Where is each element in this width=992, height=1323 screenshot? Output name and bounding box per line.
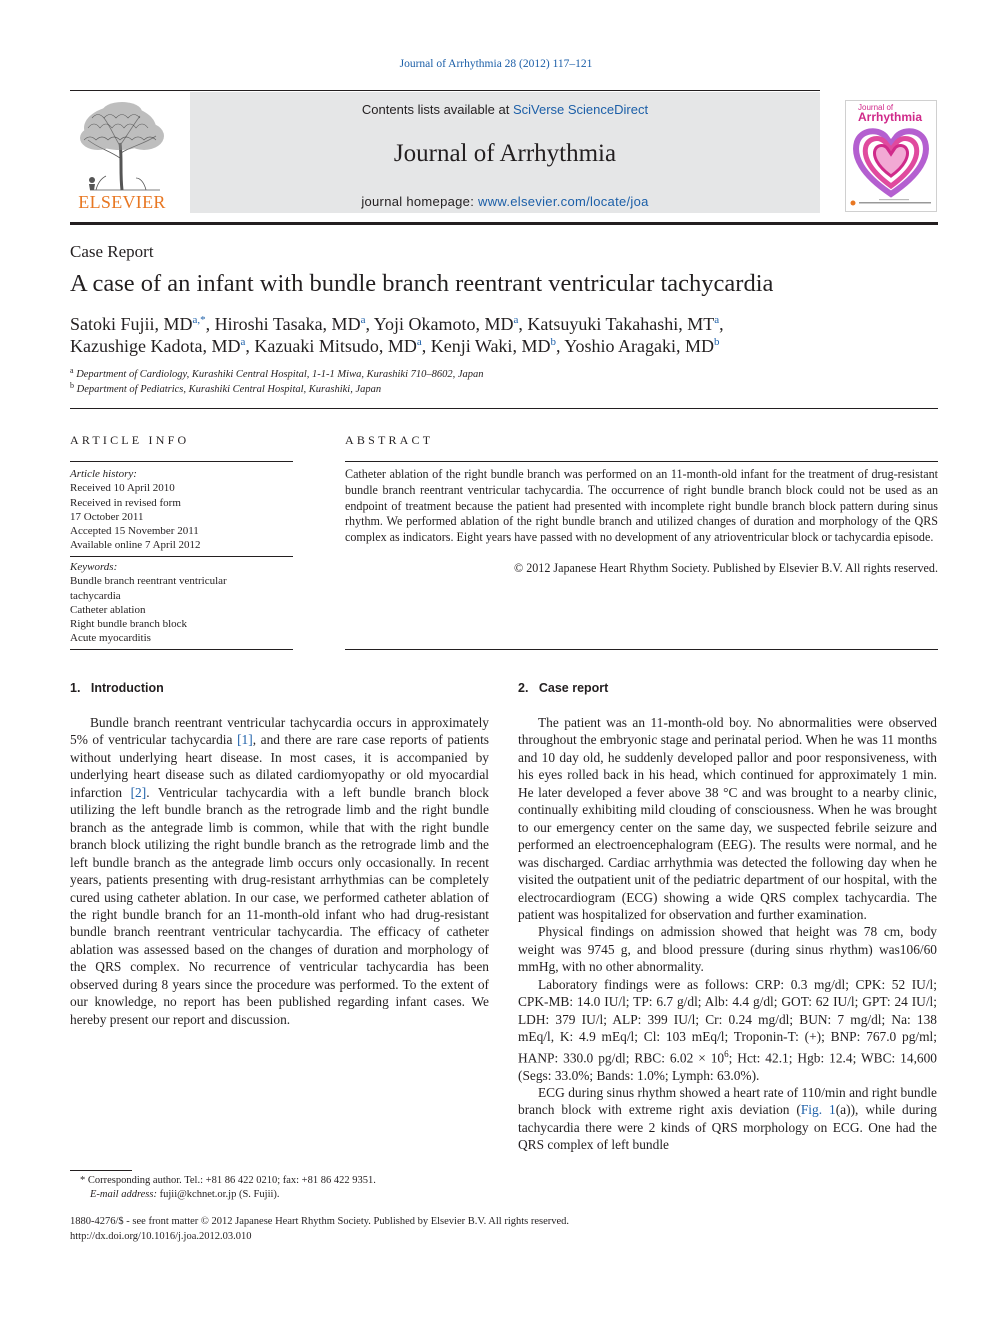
divider — [345, 649, 938, 650]
case-text: (a)), while during tachycardia there were 2 kinds of QRS morphology on ECG. One had the QRS complex of left bundle — [518, 1102, 937, 1153]
case-text: ; Hct: 42.1; Hgb: 12.4; WBC: 14,600 (Segs: 33.0%; Bands: 1.0%; Lymph: 63.0%). — [518, 1050, 937, 1083]
cover-title-small: Journal of — [858, 103, 894, 112]
email-footnote — [90, 1189, 280, 1200]
elsevier-wordmark: ELSEVIER — [78, 192, 166, 212]
figure-link[interactable]: Fig. 1 — [800, 1102, 836, 1118]
introduction-heading: 1. Introduction — [70, 681, 164, 695]
email-address[interactable]: fujii@kchnet.or.jp (S. Fujii). — [159, 1189, 280, 1200]
cover-publisher-strip-icon — [849, 198, 935, 208]
history-item: Received 10 April 2010 — [70, 482, 175, 495]
keyword-item: Bundle branch reentrant ventricular — [70, 575, 227, 588]
history-item: Accepted 15 November 2011 — [70, 525, 199, 538]
history-item: Received in revised form — [70, 496, 181, 509]
author-name[interactable]: Satoki Fujii, MD — [70, 314, 193, 334]
front-matter-footer: 1880-4276/$ - see front matter © 2012 Japanese Heart Rhythm Society. Published by Elsevier B.V. All rights reserved. — [70, 1216, 570, 1227]
case-paragraph — [518, 1084, 937, 1154]
header-thick-rule — [70, 222, 938, 225]
introduction-body — [70, 714, 489, 1028]
footnote-rule — [70, 1170, 132, 1171]
author-name[interactable]: Hiroshi Tasaka, MD — [214, 314, 361, 334]
article-type: Case Report — [70, 242, 154, 261]
abstract-heading: ABSTRACT — [345, 433, 434, 447]
cover-title-big: Arrhythmia — [858, 110, 923, 124]
history-item: Available online 7 April 2012 — [70, 539, 201, 552]
affiliation-a-text: Department of Cardiology, Kurashiki Central Hospital, 1-1-1 Miwa, Kurashiki 710–8602, Japan — [76, 369, 484, 380]
author-name[interactable]: Kazushige Kadota, MD — [70, 336, 241, 356]
author-separator: , — [421, 336, 431, 356]
homepage-link[interactable]: www.elsevier.com/locate/joa — [478, 194, 649, 209]
homepage-line — [190, 194, 820, 209]
author-name[interactable]: Kenji Waki, MD — [430, 336, 551, 356]
author-separator: , — [205, 314, 215, 334]
case-report-heading: 2. Case report — [518, 681, 609, 695]
case-paragraph: Physical findings on admission showed that height was 78 cm, body weight was 9745 g, and blood pressure (during sinus rhythm) was106/60 mmHg, with no other abnormality. — [518, 924, 937, 975]
author-name[interactable]: Yoji Okamoto, MD — [373, 314, 514, 334]
abstract-text: Catheter ablation of the right bundle branch was performed on an 11-month-old infant for the treatment of drug-resistant bundle branch reentrant ventricular tachycardia. The occurrence of right bundle branch block could not be used as an endpoint of treatment because the patient had presented with incomplete right bundle branch block pattern during sinus rhythm. We performed ablation of the right bundle branch and utilized changes of duration and morphology of the QRS complex as indicators. Eight years have passed with no development of any atrioventricular block or tachycardia episode. — [345, 467, 938, 545]
keyword-item: Right bundle branch block — [70, 618, 188, 631]
case-paragraph: The patient was an 11-month-old boy. No abnormalities were observed throughout the embryonic stage and perinatal period. When he was 11 months and 10 day old, he suddenly developed pallor and poor responsiveness, with his eyes rolled back in his head, which continued for approximately 1 min. He later developed a fever above 38 °C and was brought to a nearby clinic, continually exhibiting mild clouding of consciousness. When he was brought to our emergency center on the same day, we suspected febrile seizure and performed an electroencephalogram (EEG). The results were normal, and he was discharged. Cardiac arrhythmia was detected the following day when he visited the outpatient unit of the pediatric department of our hospital, with the electrocardiogram (ECG) showing a wide QRS complex tachycardia. The patient was hospitalized for observation and further examination. — [518, 715, 937, 922]
author-affiliation-sup[interactable]: a — [513, 314, 519, 326]
divider — [70, 408, 938, 409]
affiliation-b-text: Department of Pediatrics, Kurashiki Central Hospital, Kurashiki, Japan — [76, 384, 382, 395]
article-info-heading: ARTICLE INFO — [70, 433, 190, 447]
divider — [345, 461, 938, 462]
email-label: E-mail address: — [90, 1189, 160, 1200]
author-affiliation-sup[interactable]: b — [713, 336, 720, 348]
cover-heart-icon — [851, 126, 931, 198]
citation-link[interactable]: [2] — [130, 784, 147, 800]
author-separator: , — [518, 314, 528, 334]
doi-link[interactable]: http://dx.doi.org/10.1016/j.joa.2012.03.010 — [70, 1231, 252, 1242]
author-separator: , — [245, 336, 255, 356]
journal-title: Journal of Arrhythmia — [393, 140, 617, 167]
case-report-body — [518, 714, 937, 1154]
keyword-item: Catheter ablation — [70, 603, 146, 616]
case-paragraph — [518, 976, 937, 1084]
sciencedirect-link[interactable]: SciVerse ScienceDirect — [512, 102, 649, 117]
author-affiliation-sup[interactable]: a — [240, 336, 246, 348]
case-text: ECG during sinus rhythm showed a heart rate of 110/min and right bundle branch block with extreme right axis deviation ( — [518, 1084, 937, 1118]
keyword-item: tachycardia — [70, 589, 121, 602]
contents-prefix: Contents lists available at — [361, 102, 513, 117]
divider — [70, 461, 293, 462]
history-title: Article history: — [70, 468, 137, 480]
divider — [70, 556, 293, 557]
introduction-paragraph — [70, 714, 489, 1028]
case-superscript: 6 — [724, 1048, 729, 1059]
author-affiliation-sup[interactable]: b — [550, 336, 556, 348]
affiliation-b-sup: b — [70, 381, 74, 390]
divider — [70, 649, 293, 650]
keyword-item: Acute myocarditis — [70, 632, 151, 645]
author-affiliation-sup[interactable]: a,* — [192, 314, 206, 326]
keywords — [70, 560, 293, 646]
author-affiliation-sup[interactable]: a — [416, 336, 422, 348]
article-title: A case of an infant with bundle branch reentrant ventricular tachycardia — [70, 270, 774, 297]
contents-line — [190, 102, 820, 117]
authors-line-2 — [70, 336, 719, 357]
abstract-copyright: © 2012 Japanese Heart Rhythm Society. Published by Elsevier B.V. All rights reserved. — [513, 561, 938, 575]
header-top-rule — [70, 90, 820, 91]
history-item: 17 October 2011 — [70, 510, 144, 523]
affiliation-a-sup: a — [70, 366, 74, 375]
author-affiliation-sup[interactable]: a — [714, 314, 720, 326]
citation-link[interactable]: [1] — [237, 732, 253, 748]
author-name[interactable]: Yoshio Aragaki, MD — [564, 336, 714, 356]
authors-line-1 — [70, 314, 724, 335]
case-text: Laboratory findings were as follows: CRP: 0.3 mg/dl; CPK: 52 IU/l; CPK-MB: 14.0 IU/l; TP: 6.7 g/dl; Alb: 4.4 g/dl; GOT: 62 IU/l; GPT: 24 IU/l; LDH: 379 IU/l; ALP: 399 IU/l; Cr: 0.24 mg/dl; BUN: 7 mg/dl; Na: 138 mEq/l, K: 4.9 mEq/l; Cl: 103 mEq/l; Troponin-T: (+); BNP: 767.0 pg/ml; HANP: 330.0 pg/dl; RBC: 6.02 × 10 — [518, 976, 937, 1066]
author-separator: , — [365, 314, 374, 334]
intro-text: . Ventricular tachycardia with a left bundle branch block utilizing the left bundle branch as the retrograde limb and the right bundle branch as the antegrade limb is common, while that with the right bundle branch block utilizing the right bundle branch as the retrograde limb and the left bundle branch as the antegrade limb occurs only occasionally. In recent years, patients presenting with drug-resistant arrhythmias can be completely cured using catheter ablation. In our case, we performed catheter ablation of the right bundle branch for an 11-month-old infant who had drug-resistant bundle branch reentrant ventricular tachycardia. The efficacy of catheter ablation was assessed based on the changes of duration and morphology of the QRS complex. No recurrence of ventricular tachycardia has been observed during 8 years since the procedure was performed. To the extent of our knowledge, no report has been published regarding infant cases. We hereby present our report and discussion. — [70, 784, 489, 1027]
corresponding-author-footnote: * Corresponding author. Tel.: +81 86 422 0210; fax: +81 86 422 9351. — [80, 1175, 376, 1186]
intro-text: , and there are rare case reports of patients without underlying heart disease. In most cases, it is accompanied by underlying heart disease such as dilated cardiomyopathy or old myocardial infarction — [70, 732, 490, 800]
keywords-title: Keywords: — [70, 561, 118, 573]
intro-text: Bundle branch reentrant ventricular tachycardia occurs in approximately 5% of ventricular tachycardia — [70, 715, 489, 748]
affiliation-a — [70, 366, 484, 380]
homepage-prefix: journal homepage: — [361, 194, 479, 209]
author-separator: , — [719, 314, 724, 334]
affiliation-b — [70, 381, 381, 395]
author-affiliation-sup[interactable]: a — [360, 314, 366, 326]
author-name[interactable]: Kazuaki Mitsudo, MD — [254, 336, 417, 356]
author-name[interactable]: Katsuyuki Takahashi, MT — [527, 314, 715, 334]
journal-reference[interactable]: Journal of Arrhythmia 28 (2012) 117–121 — [399, 58, 593, 70]
article-history — [70, 467, 293, 553]
author-separator: , — [555, 336, 565, 356]
